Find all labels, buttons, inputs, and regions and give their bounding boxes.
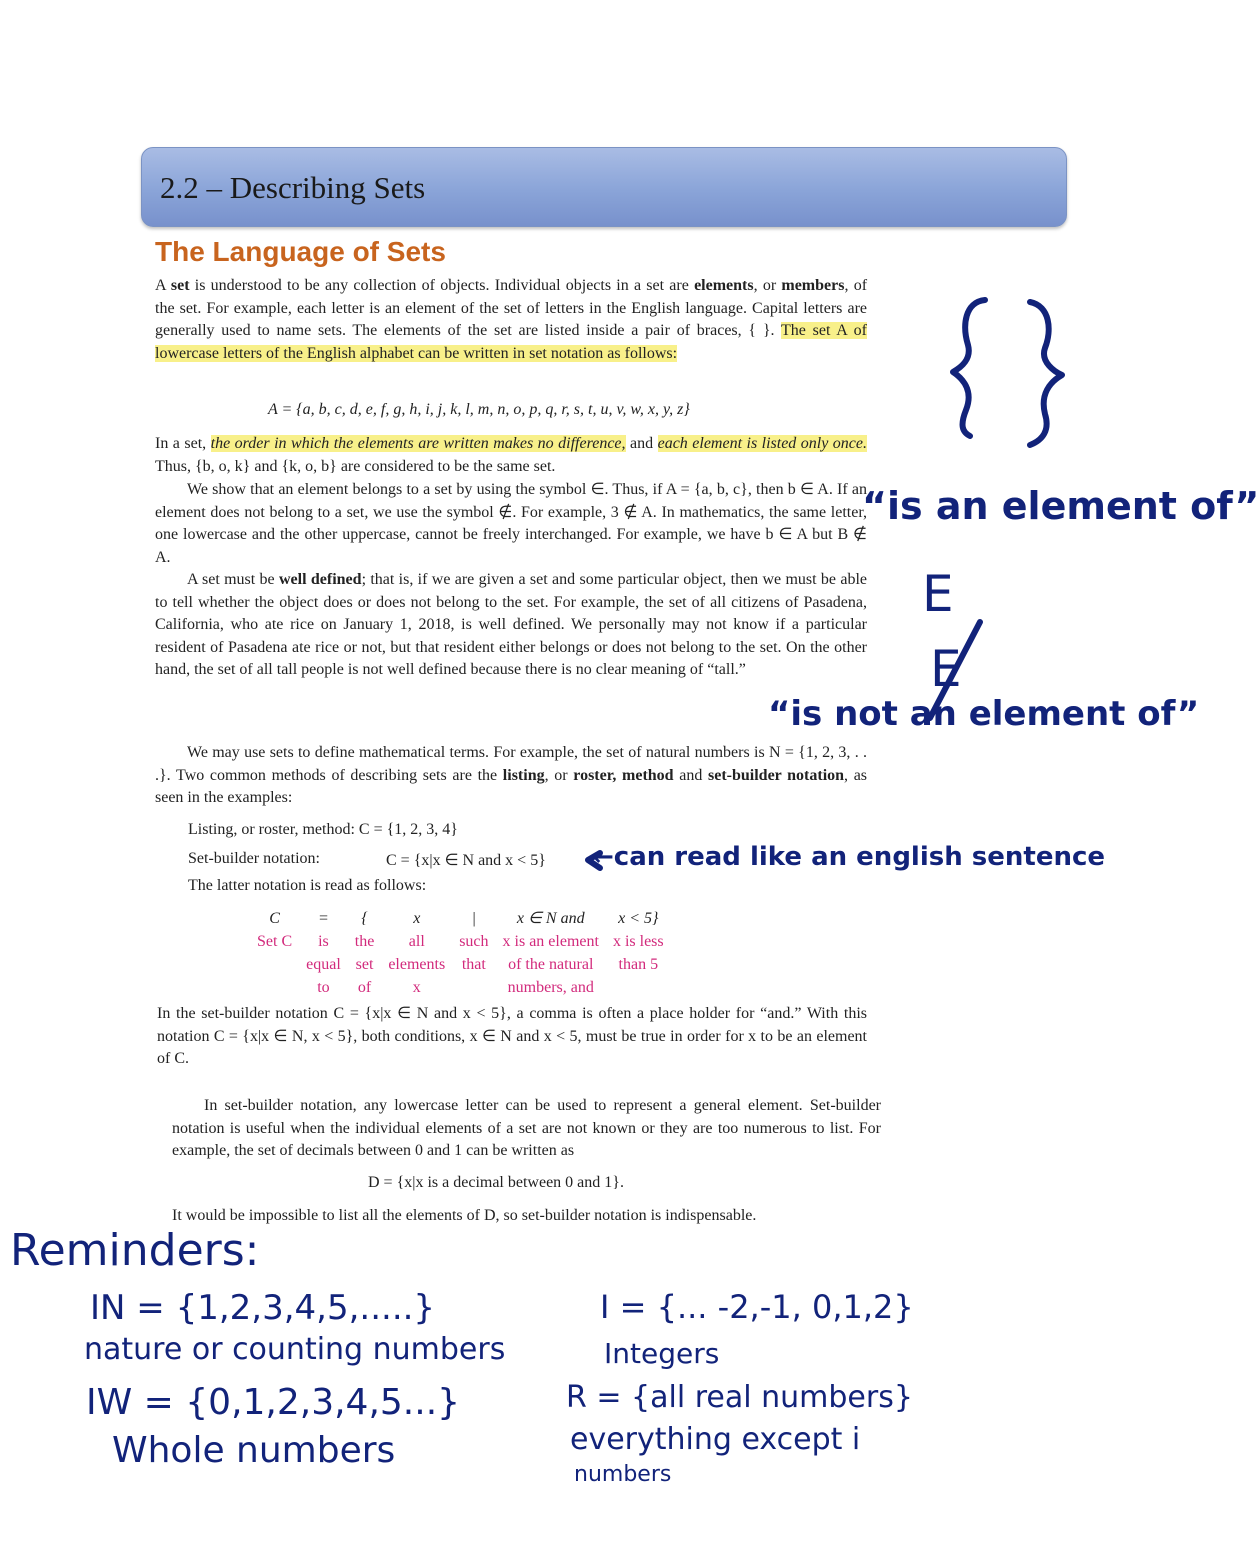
note-english-sentence: ←can read like an english sentence [592, 842, 1106, 872]
reading-meaning-line: is [318, 933, 329, 950]
paragraph-general-element: In set-builder notation, any lowercase letter can be used to represent a general element. Set-builder notation is useful when the individual elements of a set are not known or they are too numerous to list. For example, the set of decimals between 0 and 1 can be written as [172, 1097, 881, 1160]
reading-meaning-line: the [354, 933, 375, 950]
paragraph-methods: We may use sets to define mathematical terms. For example, the set of natural numbers is N = {1, 2, 3, . . .}. Two common methods of describing sets are the listing, or roster, method and set-builder notation, as seen in the examples: [155, 744, 868, 807]
note-element-symbol: E [922, 565, 954, 623]
reading-meaning-line: equal [306, 956, 341, 973]
reading-symbol: x ∈ N and [516, 910, 585, 927]
paragraph-order: In a set, the order in which the elements are written makes no difference, and each element is listed only once. Thus, {b, o, k} and {k, o, b} are considered to be the same set. [155, 435, 868, 475]
note-real-label: everything except i [570, 1422, 861, 1457]
reading-meaning-line: than 5 [618, 956, 659, 973]
reading-meaning-line: to [317, 979, 330, 996]
reading-symbol: C [269, 910, 280, 927]
section-title: The Language of Sets [155, 236, 446, 267]
reading-meaning-line: Set C [257, 933, 293, 950]
highlight-alphabet: The set A of lowercase letters of the English alphabet can be written in set notation as follows: [155, 322, 868, 362]
set-d-equation: D = {x|x is a decimal between 0 and 1}. [368, 1174, 624, 1191]
read-note: The latter notation is read as follows: [188, 877, 427, 894]
note-natural-set: IN = {1,2,3,4,5,.....} [90, 1288, 436, 1328]
reading-meaning-line: such [459, 933, 489, 950]
reading-meaning-line: all [408, 933, 425, 950]
paragraph-indispensable: It would be impossible to list all the elements of D, so set-builder notation is indispensable. [172, 1207, 757, 1224]
note-element-of: “is an element of” [862, 484, 1259, 528]
reading-meaning-line: of [357, 979, 372, 996]
builder-value: C = {x|x ∈ N and x < 5} [386, 852, 546, 869]
set-a-equation: A = {a, b, c, d, e, f, g, h, i, j, k, l, m, n, o, p, q, r, s, t, u, v, w, x, y, z} [268, 401, 690, 418]
paragraph-set-definition: A set is understood to be any collection of objects. Individual objects in a set are elements, or members, of the set. For example, each letter is an element of the set of letters in the English language. Capital letters are generally used to name sets. The elements of the set are listed inside a pair of braces, { }. The set A of lowercase letters of the English alphabet can be written in set notation as follows: [155, 277, 868, 362]
banner-title: 2.2 – Describing Sets [160, 170, 426, 205]
note-not-element-symbol: E [930, 640, 962, 698]
reading-meaning-line: x is an element [502, 933, 599, 950]
highlight-order: the order in which the elements are written makes no difference, [210, 435, 626, 452]
reading-symbol: | [471, 910, 477, 927]
note-real-label2: numbers [574, 1462, 672, 1487]
paragraph-element-symbol: We show that an element belongs to a set by using the symbol ∈. Thus, if A = {a, b, c}, then b ∈ A. If an element does not belong to a set, we use the symbol ∉. For example, 3 ∉ A. In mathematics, the same letter, one lowercase and the other uppercase, cannot be freely interchanged. For example, we have b ∈ A but B ∉ A. [155, 481, 867, 566]
note-natural-label: nature or counting numbers [84, 1332, 506, 1367]
note-whole-label: Whole numbers [112, 1430, 396, 1471]
reading-symbol: { [361, 910, 368, 927]
reading-meaning-line: x [412, 979, 421, 996]
note-integer-set: I = {... -2,-1, 0,1,2} [600, 1288, 914, 1326]
reading-meaning-line: set [355, 956, 374, 973]
note-not-element-of: “is not an element of” [768, 694, 1200, 734]
listing-method: Listing, or roster, method: C = {1, 2, 3, 4} [188, 821, 458, 838]
builder-label: Set-builder notation: [188, 850, 320, 867]
note-integer-label: Integers [604, 1337, 720, 1370]
paragraph-well-defined: A set must be well defined; that is, if we are given a set and some particular object, then we must be able to tell whether the object does or does not belong to the set. For example, the set of all citizens of Pasadena, California, who ate rice on January 1, 2018, is well defined. We personally may not know if a particular resident of Pasadena ate rice or not, but that resident either belongs or does not belong to the set. On the other hand, the set of all tall people is not well defined because there is no clear meaning of “tall.” [155, 571, 868, 679]
reading-meaning-line: elements [388, 956, 446, 973]
note-whole-set: IW = {0,1,2,3,4,5...} [86, 1382, 461, 1423]
note-real-set: R = {all real numbers} [566, 1380, 913, 1415]
reading-meaning-line: of the natural [508, 956, 594, 973]
brace-left-ink [953, 300, 985, 436]
highlight-once: each element is listed only once. [657, 435, 868, 452]
reading-symbol: x [413, 910, 421, 927]
reading-meaning-line: numbers, and [507, 979, 594, 996]
reading-symbol: = [318, 910, 329, 927]
reading-meaning-line: x is less [612, 933, 664, 950]
note-reminders: Reminders: [10, 1225, 260, 1276]
reading-symbol: x < 5} [618, 910, 659, 927]
brace-right-ink [1030, 302, 1062, 445]
paragraph-comma: In the set-builder notation C = {x|x ∈ N and x < 5}, a comma is often a place holder for “and.” With this notation C = {x|x ∈ N, x < 5}, both conditions, x ∈ N and x < 5, must be true in order for x to be an element of C. [157, 1005, 867, 1068]
reading-meaning-line: that [461, 956, 486, 973]
